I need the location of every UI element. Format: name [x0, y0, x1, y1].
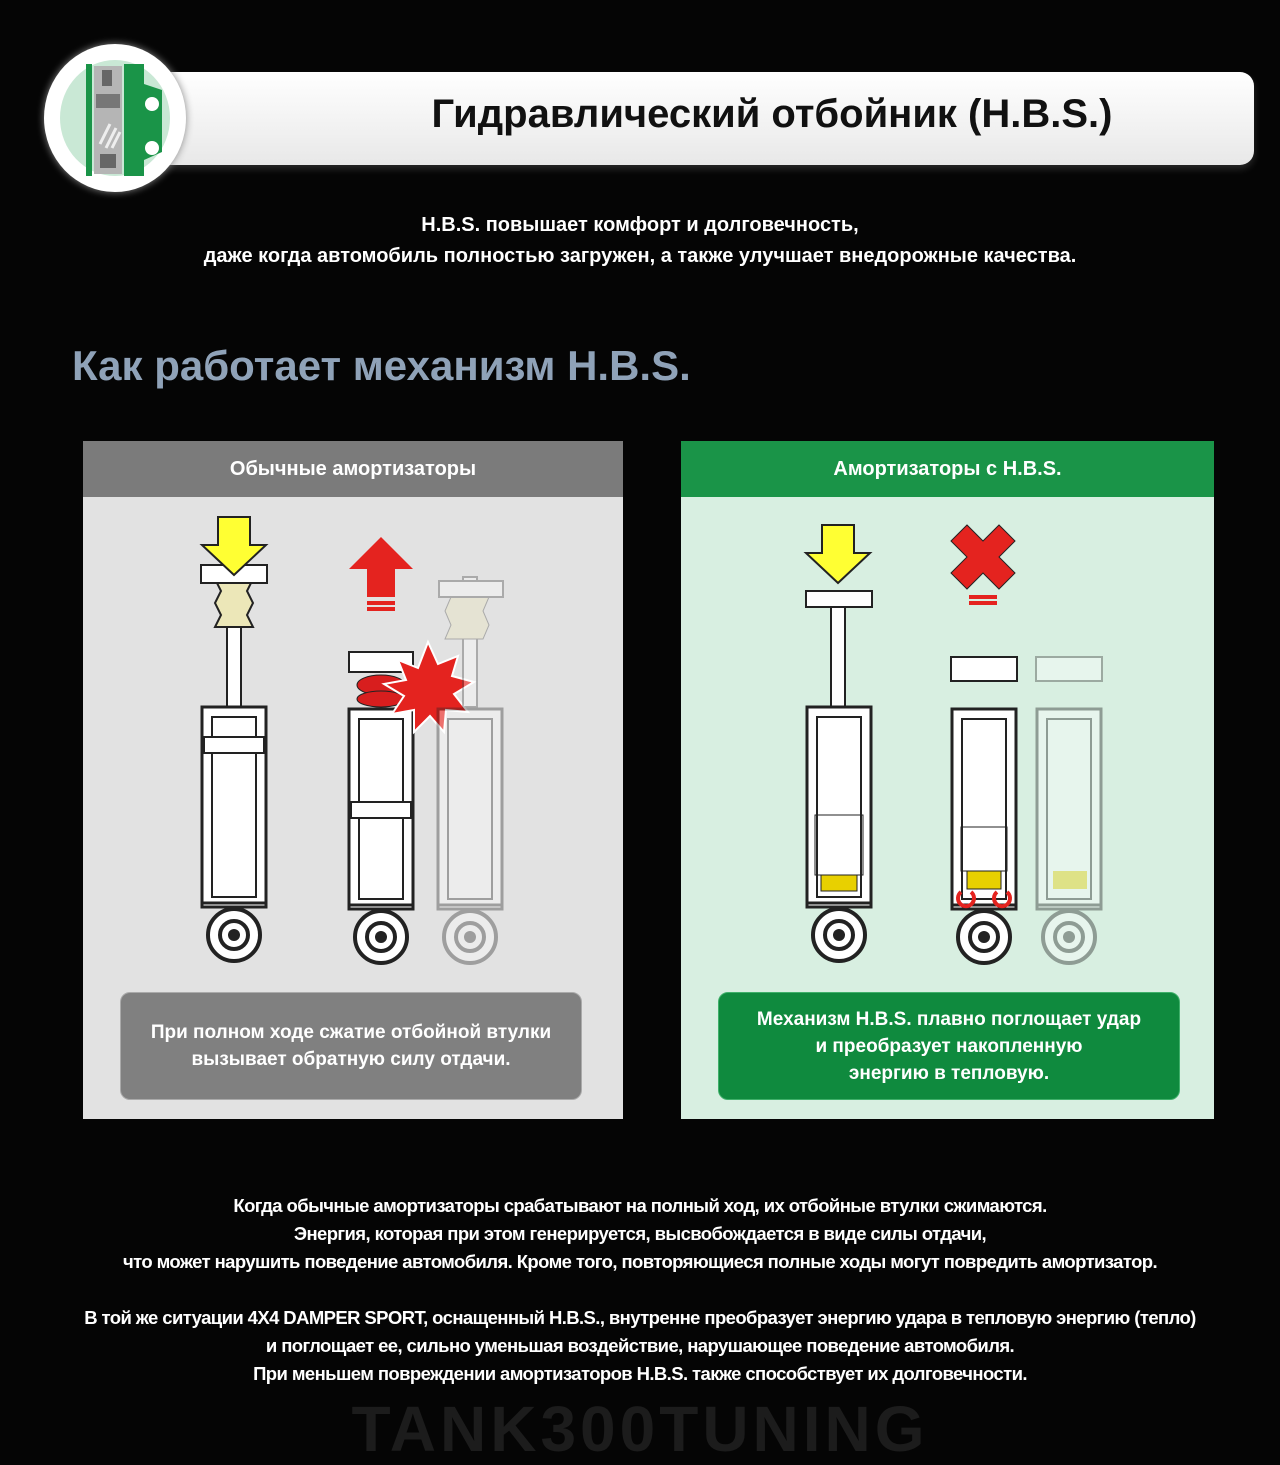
bottom-text-line: В той же ситуации 4X4 DAMPER SPORT, оснащенный H.B.S., внутренне преобразует энергию удара в тепловую энергию (тепло) [84, 1307, 1196, 1328]
caption-line: и преобразует накопленную [815, 1035, 1083, 1057]
bottom-text-line: Энергия, которая при этом генерируется, высвобождается в виде силы отдачи, [293, 1223, 987, 1244]
bottom-text [0, 1192, 1280, 1464]
bottom-text-line: и поглощает ее, сильно уменьшая воздействие, нарушающее поведение автомобиля. [265, 1335, 1015, 1356]
bottom-text-line: что может нарушить поведение автомобиля. Кроме того, повторяющиеся полные ходы могут повредить амортизатор. [122, 1251, 1158, 1272]
hbs-caption [718, 992, 1180, 1100]
panel-conventional [83, 441, 623, 1119]
caption-line: энергию в тепловую. [848, 1062, 1050, 1084]
conventional-caption [120, 992, 582, 1100]
shock-logo-icon [44, 44, 186, 192]
panel-conventional-title: Обычные амортизаторы [83, 441, 623, 497]
bottom-text-line: При меньшем повреждении амортизаторов H.B.S. также способствует их долговечности. [253, 1363, 1027, 1384]
page-title: Гидравлический отбойник (H.B.S.) [431, 92, 1113, 136]
caption-line: При полном ходе сжатие отбойной втулки [150, 1022, 552, 1043]
title-banner [120, 72, 1254, 165]
section-title: Как работает механизм H.B.S. [72, 342, 691, 389]
panel-hbs [681, 441, 1214, 1119]
caption-line: вызывает обратную силу отдачи. [191, 1049, 511, 1070]
intro-line-2: даже когда автомобиль полностью загружен, а также улучшает внедорожные качества. [203, 245, 1077, 267]
hbs-shocks-diagram [681, 497, 1214, 1017]
intro-line-1: H.B.S. повышает комфорт и долговечность, [421, 214, 859, 236]
rebound-arrow-up-icon [349, 537, 413, 597]
watermark: TANK300TUNING [351, 1393, 929, 1465]
panel-hbs-title: Амортизаторы с H.B.S. [681, 441, 1214, 497]
no-rebound-x-icon [951, 525, 1015, 589]
force-arrow-down-icon [806, 525, 870, 583]
conventional-shocks-diagram [83, 497, 623, 1017]
caption-line: Механизм H.B.S. плавно поглощает удар [756, 1008, 1142, 1030]
bottom-text-line: Когда обычные амортизаторы срабатывают на полный ход, их отбойные втулки сжимаются. [233, 1195, 1047, 1216]
